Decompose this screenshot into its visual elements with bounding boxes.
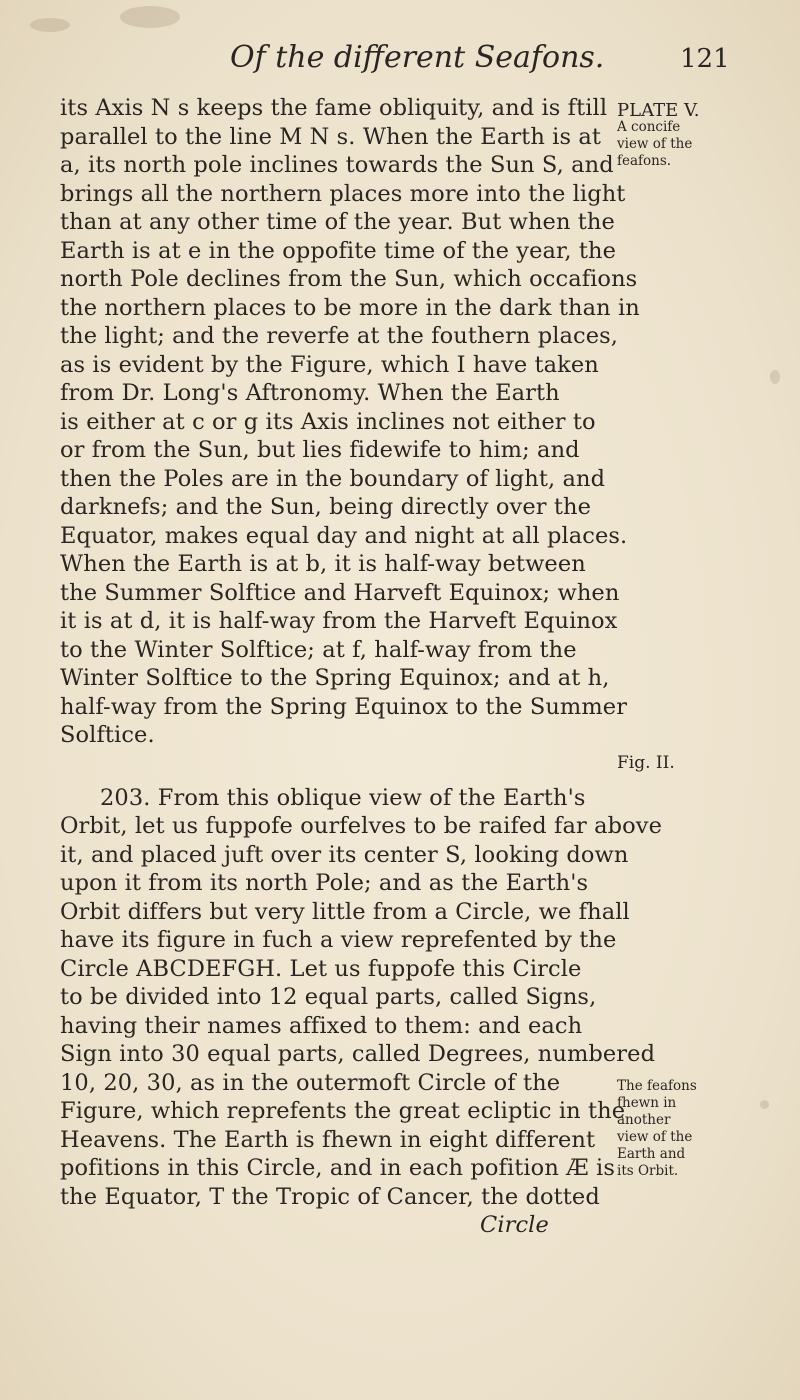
- text-line: half-way from the Spring Equinox to the Summer: [60, 693, 628, 720]
- text-line: then the Poles are in the boundary of light, and: [60, 465, 606, 492]
- paragraph-gap: [60, 750, 610, 784]
- margin-note-line: its Orbit.: [617, 1163, 679, 1179]
- text-line: Orbit differs but very little from a Circle, we fhall: [60, 898, 630, 925]
- page-header: [0, 40, 800, 80]
- text-line: its Axis N s keeps the fame obliquity, and is ftill: [60, 95, 608, 121]
- text-line: Equator, makes equal day and night at all places.: [60, 522, 628, 549]
- stain-mark: [120, 6, 180, 28]
- stain-mark: [770, 370, 780, 384]
- margin-note-seasons: [617, 1078, 797, 1180]
- text-line: the Equator, T the Tropic of Cancer, the dotted: [60, 1183, 600, 1210]
- text-line: the light; and the reverfe at the fouthern places,: [60, 323, 619, 349]
- stain-mark: [30, 18, 70, 32]
- running-title: Of the different Seafons.: [230, 40, 605, 75]
- margin-note-line: Earth and: [617, 1146, 686, 1162]
- text-line: 203. From this oblique view of the Earth's: [100, 784, 586, 811]
- text-line: it is at d, it is half-way from the Harveft Equinox: [60, 608, 618, 634]
- text-line: having their names affixed to them: and each: [60, 1012, 583, 1039]
- text-line: When the Earth is at b, it is half-way between: [60, 551, 586, 577]
- margin-note-line: view of the: [617, 1129, 693, 1145]
- paragraph-1: [60, 94, 640, 750]
- text-line: Figure, which reprefents the great ecliptic in the: [60, 1098, 626, 1124]
- text-line: north Pole declines from the Sun, which occafions: [60, 266, 638, 292]
- margin-note-line: Fig. II.: [617, 753, 675, 773]
- text-line: upon it from its north Pole; and as the Earth's: [60, 870, 589, 896]
- text-line: than at any other time of the year. But when the: [60, 209, 615, 235]
- text-line: 10, 20, 30, as in the outermoft Circle of the: [60, 1069, 561, 1096]
- text-line: Winter Solftice to the Spring Equinox; and at h,: [60, 665, 610, 691]
- text-line: darknefs; and the Sun, being directly over the: [60, 494, 592, 520]
- catchword: Circle: [480, 1212, 549, 1238]
- margin-note-line: fhewn in: [617, 1095, 677, 1111]
- text-line: Earth is at e in the oppofite time of the year, the: [60, 237, 617, 264]
- text-line: from Dr. Long's Aftronomy. When the Earth: [60, 380, 560, 406]
- text-line: Solftice.: [60, 722, 155, 748]
- margin-note-figure: [617, 755, 797, 772]
- text-line: have its figure in fuch a view reprefented by the: [60, 927, 617, 953]
- text-line: to be divided into 12 equal parts, called Signs,: [60, 984, 597, 1010]
- margin-note-line: another: [617, 1112, 671, 1128]
- text-line: is either at c or g its Axis inclines not either to: [60, 408, 596, 435]
- text-line: a, its north pole inclines towards the Sun S, and: [60, 152, 614, 178]
- text-line: the Summer Solftice and Harveft Equinox; when: [60, 579, 620, 606]
- text-line: parallel to the line M N s. When the Earth is at: [60, 123, 602, 150]
- text-line: Circle ABCDEFGH. Let us fuppofe this Circle: [60, 955, 582, 982]
- margin-note-line: A concife: [617, 119, 681, 135]
- margin-note-line: feafons.: [617, 153, 672, 169]
- text-line: to the Winter Solftice; at f, half-way from the: [60, 636, 577, 663]
- page-number: 121: [680, 44, 730, 74]
- text-line: it, and placed juft over its center S, looking down: [60, 841, 629, 868]
- text-line: brings all the northern places more into the light: [60, 180, 626, 207]
- text-line: Orbit, let us fuppofe ourfelves to be raifed far above: [60, 813, 662, 839]
- text-line: Sign into 30 equal parts, called Degrees, numbered: [60, 1041, 656, 1067]
- text-line: the northern places to be more in the dark than in: [60, 294, 640, 321]
- text-line: as is evident by the Figure, which I have taken: [60, 351, 599, 378]
- margin-note-line: The feafons: [617, 1078, 697, 1094]
- text-line: pofitions in this Circle, and in each pofition Æ is: [60, 1155, 615, 1181]
- margin-note-plate: [617, 102, 797, 170]
- text-line: or from the Sun, but lies fidewife to him; and: [60, 437, 580, 463]
- text-line: Heavens. The Earth is fhewn in eight different: [60, 1126, 596, 1153]
- margin-note-line: view of the: [617, 136, 693, 152]
- margin-note-line: PLATE V.: [617, 100, 700, 121]
